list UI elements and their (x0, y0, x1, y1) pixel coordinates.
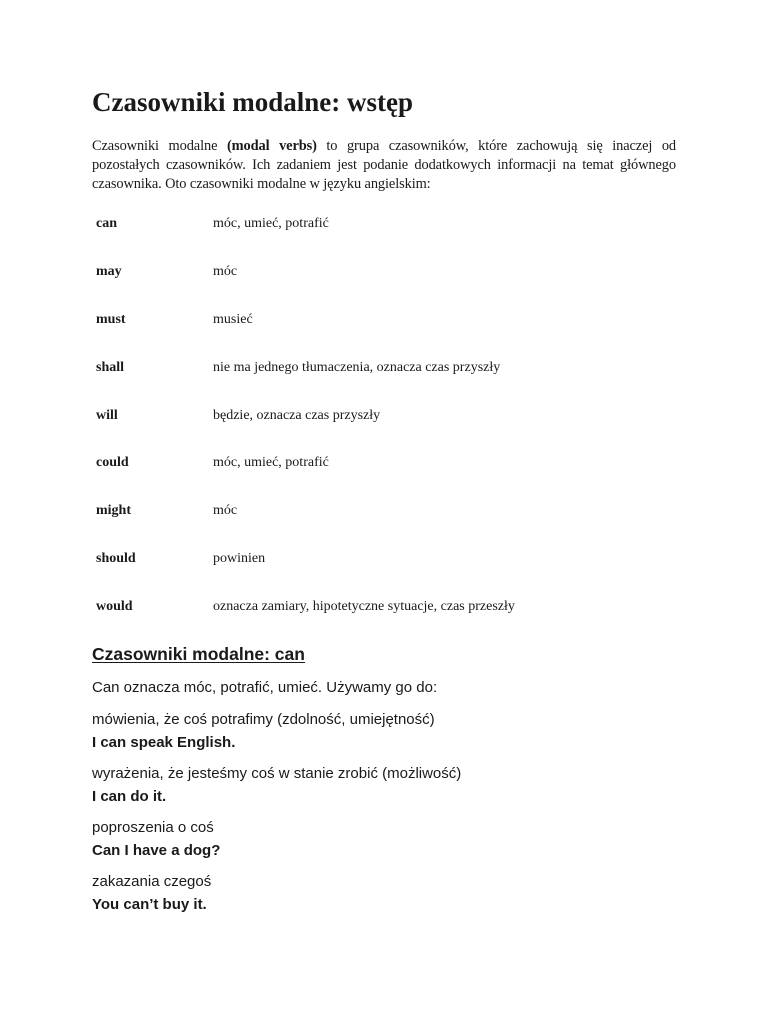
modal-verb: will (96, 407, 118, 423)
section-lead: Can oznacza móc, potrafić, umieć. Używamy go do: (92, 679, 438, 696)
modal-verb-row (96, 548, 676, 596)
modal-verb-row (96, 596, 676, 644)
modal-verb-meaning: będzie, oznacza czas przyszły (213, 407, 381, 423)
modal-verb-meaning: oznacza zamiary, hipotetyczne sytuacje, czas przeszły (213, 599, 515, 615)
intro-bold-term: (modal verbs) (226, 138, 317, 154)
usage-example: You can’t buy it. (92, 896, 207, 913)
section-heading: Czasowniki modalne: can (92, 644, 305, 664)
modal-verb-row (96, 500, 676, 548)
usage-example: I can do it. (92, 788, 167, 805)
usage-item (92, 870, 692, 916)
usage-example: I can speak English. (92, 734, 236, 751)
usage-description: mówienia, że coś potrafimy (zdolność, umiejętność) (92, 711, 435, 728)
modal-verb-meaning: móc (213, 263, 238, 279)
modal-verb-meaning: móc, umieć, potrafić (213, 455, 329, 471)
modal-verb: should (96, 551, 136, 567)
page-title: Czasowniki modalne: wstęp (92, 87, 414, 117)
intro-text-start: Czasowniki modalne (92, 138, 227, 154)
modal-verb: could (96, 455, 129, 471)
modal-verb-meaning: móc, umieć, potrafić (213, 216, 329, 231)
modal-verb: must (96, 311, 126, 327)
usage-item (92, 708, 692, 754)
intro-text-end: to grupa czasowników, które zachowują się inaczej od pozostałych czasowników. Ich zadaniem jest podanie dodatkowych informacji na temat głównego czasownika. Oto czasowniki modalne w języku angielskim: (92, 138, 677, 192)
usage-description: wyrażenia, że jesteśmy coś w stanie zrobić (możliwość) (92, 765, 462, 782)
modal-verb-meaning: musieć (213, 311, 253, 327)
modal-verb: might (96, 503, 131, 519)
modal-verb-row (96, 357, 676, 405)
modal-verb-row (96, 405, 676, 453)
modal-verb-row (96, 452, 676, 500)
modal-verb-row (96, 213, 676, 261)
usage-item (92, 762, 692, 808)
usage-description: zakazania czegoś (92, 873, 212, 890)
modal-verb-meaning: powinien (213, 551, 266, 567)
modal-verb-row (96, 261, 676, 309)
can-section (92, 640, 692, 916)
intro-paragraph (92, 137, 676, 193)
modal-verb: would (96, 599, 133, 615)
usage-description: poproszenia o coś (92, 819, 214, 836)
modal-verbs-table (96, 213, 676, 644)
modal-verb: can (96, 216, 117, 231)
modal-verb-meaning: nie ma jednego tłumaczenia, oznacza czas przyszły (213, 359, 501, 375)
usage-example: Can I have a dog? (92, 842, 221, 859)
modal-verb: may (96, 263, 122, 279)
modal-verb: shall (96, 359, 125, 375)
usage-item (92, 816, 692, 862)
modal-verb-row (96, 309, 676, 357)
modal-verb-meaning: móc (213, 503, 238, 519)
